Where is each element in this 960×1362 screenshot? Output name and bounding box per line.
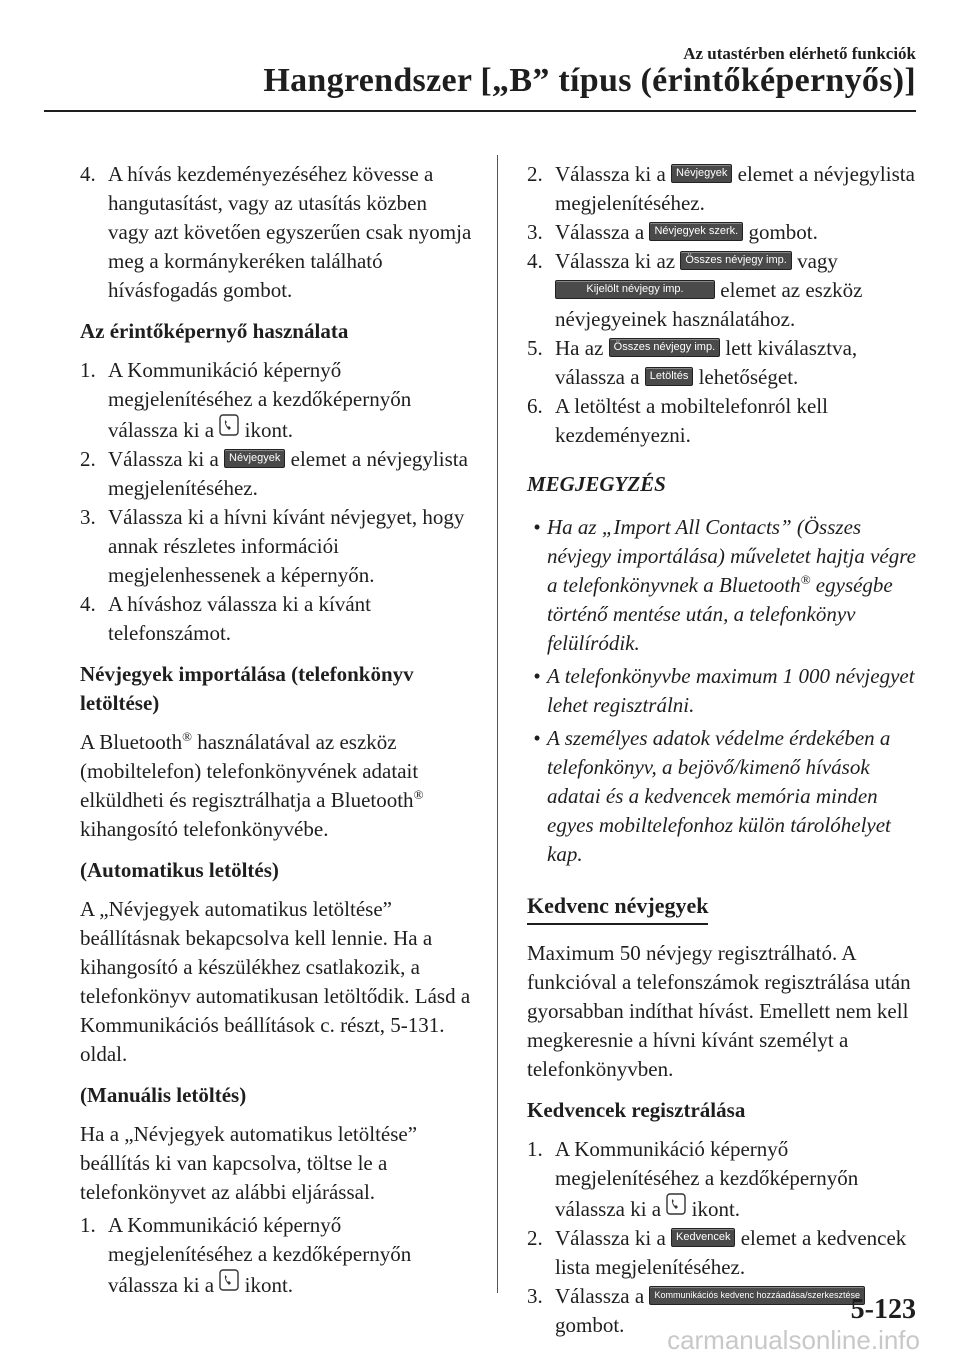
kedvencek-button: Kedvencek: [671, 1228, 735, 1247]
touch-heading: Az érintőképernyő használata: [80, 319, 349, 343]
phone-icon: [666, 1193, 686, 1223]
phone-icon: [219, 414, 239, 444]
right-column: [527, 160, 927, 1340]
list-item: 2. Válassza ki a Kedvencek elemet a kedvencek lista megjelenítéséhez.: [527, 1226, 907, 1279]
manual-paragraph: Ha a „Névjegyek automatikus letöltése” beállítás ki van kapcsolva, töltse le a telefonkönyvet az alábbi eljárással.: [80, 1122, 418, 1204]
nevjegyek-szerk-button: Névjegyek szerk.: [649, 222, 743, 241]
list-item: 1. A Kommunikáció képernyő megjelenítéséhez a kezdőképernyőn válassza ki a ikont.: [527, 1137, 859, 1221]
list-item: 3. Válassza ki a hívni kívánt névjegyet, hogy annak részletes információi megjelenhessenek a képernyőn.: [80, 505, 465, 587]
note-item: • A személyes adatok védelme érdekében a telefonkönyv, a bejövő/kimenő hívások adatai és a kedvencek memória minden egyes mobiltelefonhoz külön tárolóhelyet kap.: [533, 726, 891, 866]
list-item: 4. A híváshoz válassza ki a kívánt telefonszámot.: [80, 592, 372, 645]
osszes-nevjegy-imp-button: Összes névjegy imp.: [680, 251, 791, 270]
favorites-register-heading: Kedvencek regisztrálása: [527, 1098, 746, 1122]
list-item: 5. Ha az Összes névjegy imp. lett kiválasztva, válassza a Letöltés lehetőséget.: [527, 336, 858, 389]
list-item: 4. Válassza ki az Összes névjegy imp. vagy Kijelölt névjegy imp. elemet az eszköz névjegyeinek használatához.: [527, 249, 863, 331]
auto-paragraph: A „Névjegyek automatikus letöltése” beállításnak bekapcsolva kell lennie. Ha a kihangosító a készülékhez csatlakozik, a telefonkönyv automatikusan letöltődik. Lásd a Kommunikációs beállítások c. részt, 5-131. oldal.: [80, 897, 471, 1066]
list-item: 2. Válassza ki a Névjegyek elemet a névjegylista megjelenítéséhez.: [80, 447, 468, 500]
watermark: carmanualsonline.info: [667, 1325, 920, 1355]
note-item: • Ha az „Import All Contacts” (Összes névjegy importálása) műveletet hajtja végre a telefonkönyvnek a Bluetooth® egységbe történő mentése után, a telefonkönyv felülíródik.: [533, 515, 916, 655]
note-heading: MEGJEGYZÉS: [527, 472, 666, 496]
phone-icon: [219, 1269, 239, 1299]
list-item: 3. Válassza a Kommunikációs kedvenc hozzáadása/szerkesztése gombot.: [527, 1282, 927, 1340]
favorites-heading: Kedvenc névjegyek: [527, 891, 708, 925]
kedvenc-hozzaadasa-button: Kommunikációs kedvenc hozzáadása/szerkesztése: [649, 1286, 865, 1305]
note-item: • A telefonkönyvbe maximum 1 000 névjegyet lehet regisztrálni.: [533, 664, 915, 717]
favorites-paragraph: Maximum 50 névjegy regisztrálható. A funkcióval a telefonszámok regisztrálása után gyorsabban indíthat hívást. Emellett nem kell megkeresnie a hívni kívánt személyt a telefonkönyvben.: [527, 941, 911, 1081]
header-subtitle: Az utastérben elérhető funkciók: [683, 44, 916, 63]
import-paragraph: A Bluetooth® használatával az eszköz (mobiltelefon) telefonkönyvének adatait elküldheti és regisztrálhatja a Bluetooth® kihangosító telefonkönyvébe.: [80, 729, 424, 841]
list-item: 1. A Kommunikáció képernyő megjelenítéséhez a kezdőképernyőn válassza ki a ikont.: [80, 1213, 412, 1297]
auto-heading: (Automatikus letöltés): [80, 858, 279, 882]
import-heading: Névjegyek importálása (telefonkönyv letöltése): [80, 662, 414, 715]
list-item: 2. Válassza ki a Névjegyek elemet a névjegylista megjelenítéséhez.: [527, 162, 915, 215]
left-column: [80, 160, 472, 1300]
kijelolt-nevjegy-imp-button: Kijelölt névjegy imp.: [555, 280, 715, 299]
list-item: 6. A letöltést a mobiltelefonról kell kezdeményezni.: [527, 394, 828, 447]
list-item: 3. Válassza a Névjegyek szerk. gombot.: [527, 220, 818, 244]
header-rule: [44, 110, 916, 112]
nevjegyek-button: Névjegyek: [224, 449, 285, 468]
letoltes-button: Letöltés: [645, 367, 694, 386]
list-item: 1. A Kommunikáció képernyő megjelenítéséhez a kezdőképernyőn válassza ki a ikont.: [80, 358, 412, 442]
nevjegyek-button: Névjegyek: [671, 164, 732, 183]
page-number: 5-123: [850, 1294, 916, 1325]
page-title: Hangrendszer [„B” típus (érintőképernyős)]: [263, 62, 916, 99]
list-item: 4. A hívás kezdeményezéséhez kövesse a hangutasítást, vagy az utasítás közben vagy azt követően egyszerűen csak nyomja meg a kormánykeréken található hívásfogadás gombot.: [80, 162, 472, 302]
manual-heading: (Manuális letöltés): [80, 1083, 247, 1107]
osszes-nevjegy-imp-button: Összes névjegy imp.: [609, 338, 720, 357]
column-divider: [497, 155, 498, 1293]
